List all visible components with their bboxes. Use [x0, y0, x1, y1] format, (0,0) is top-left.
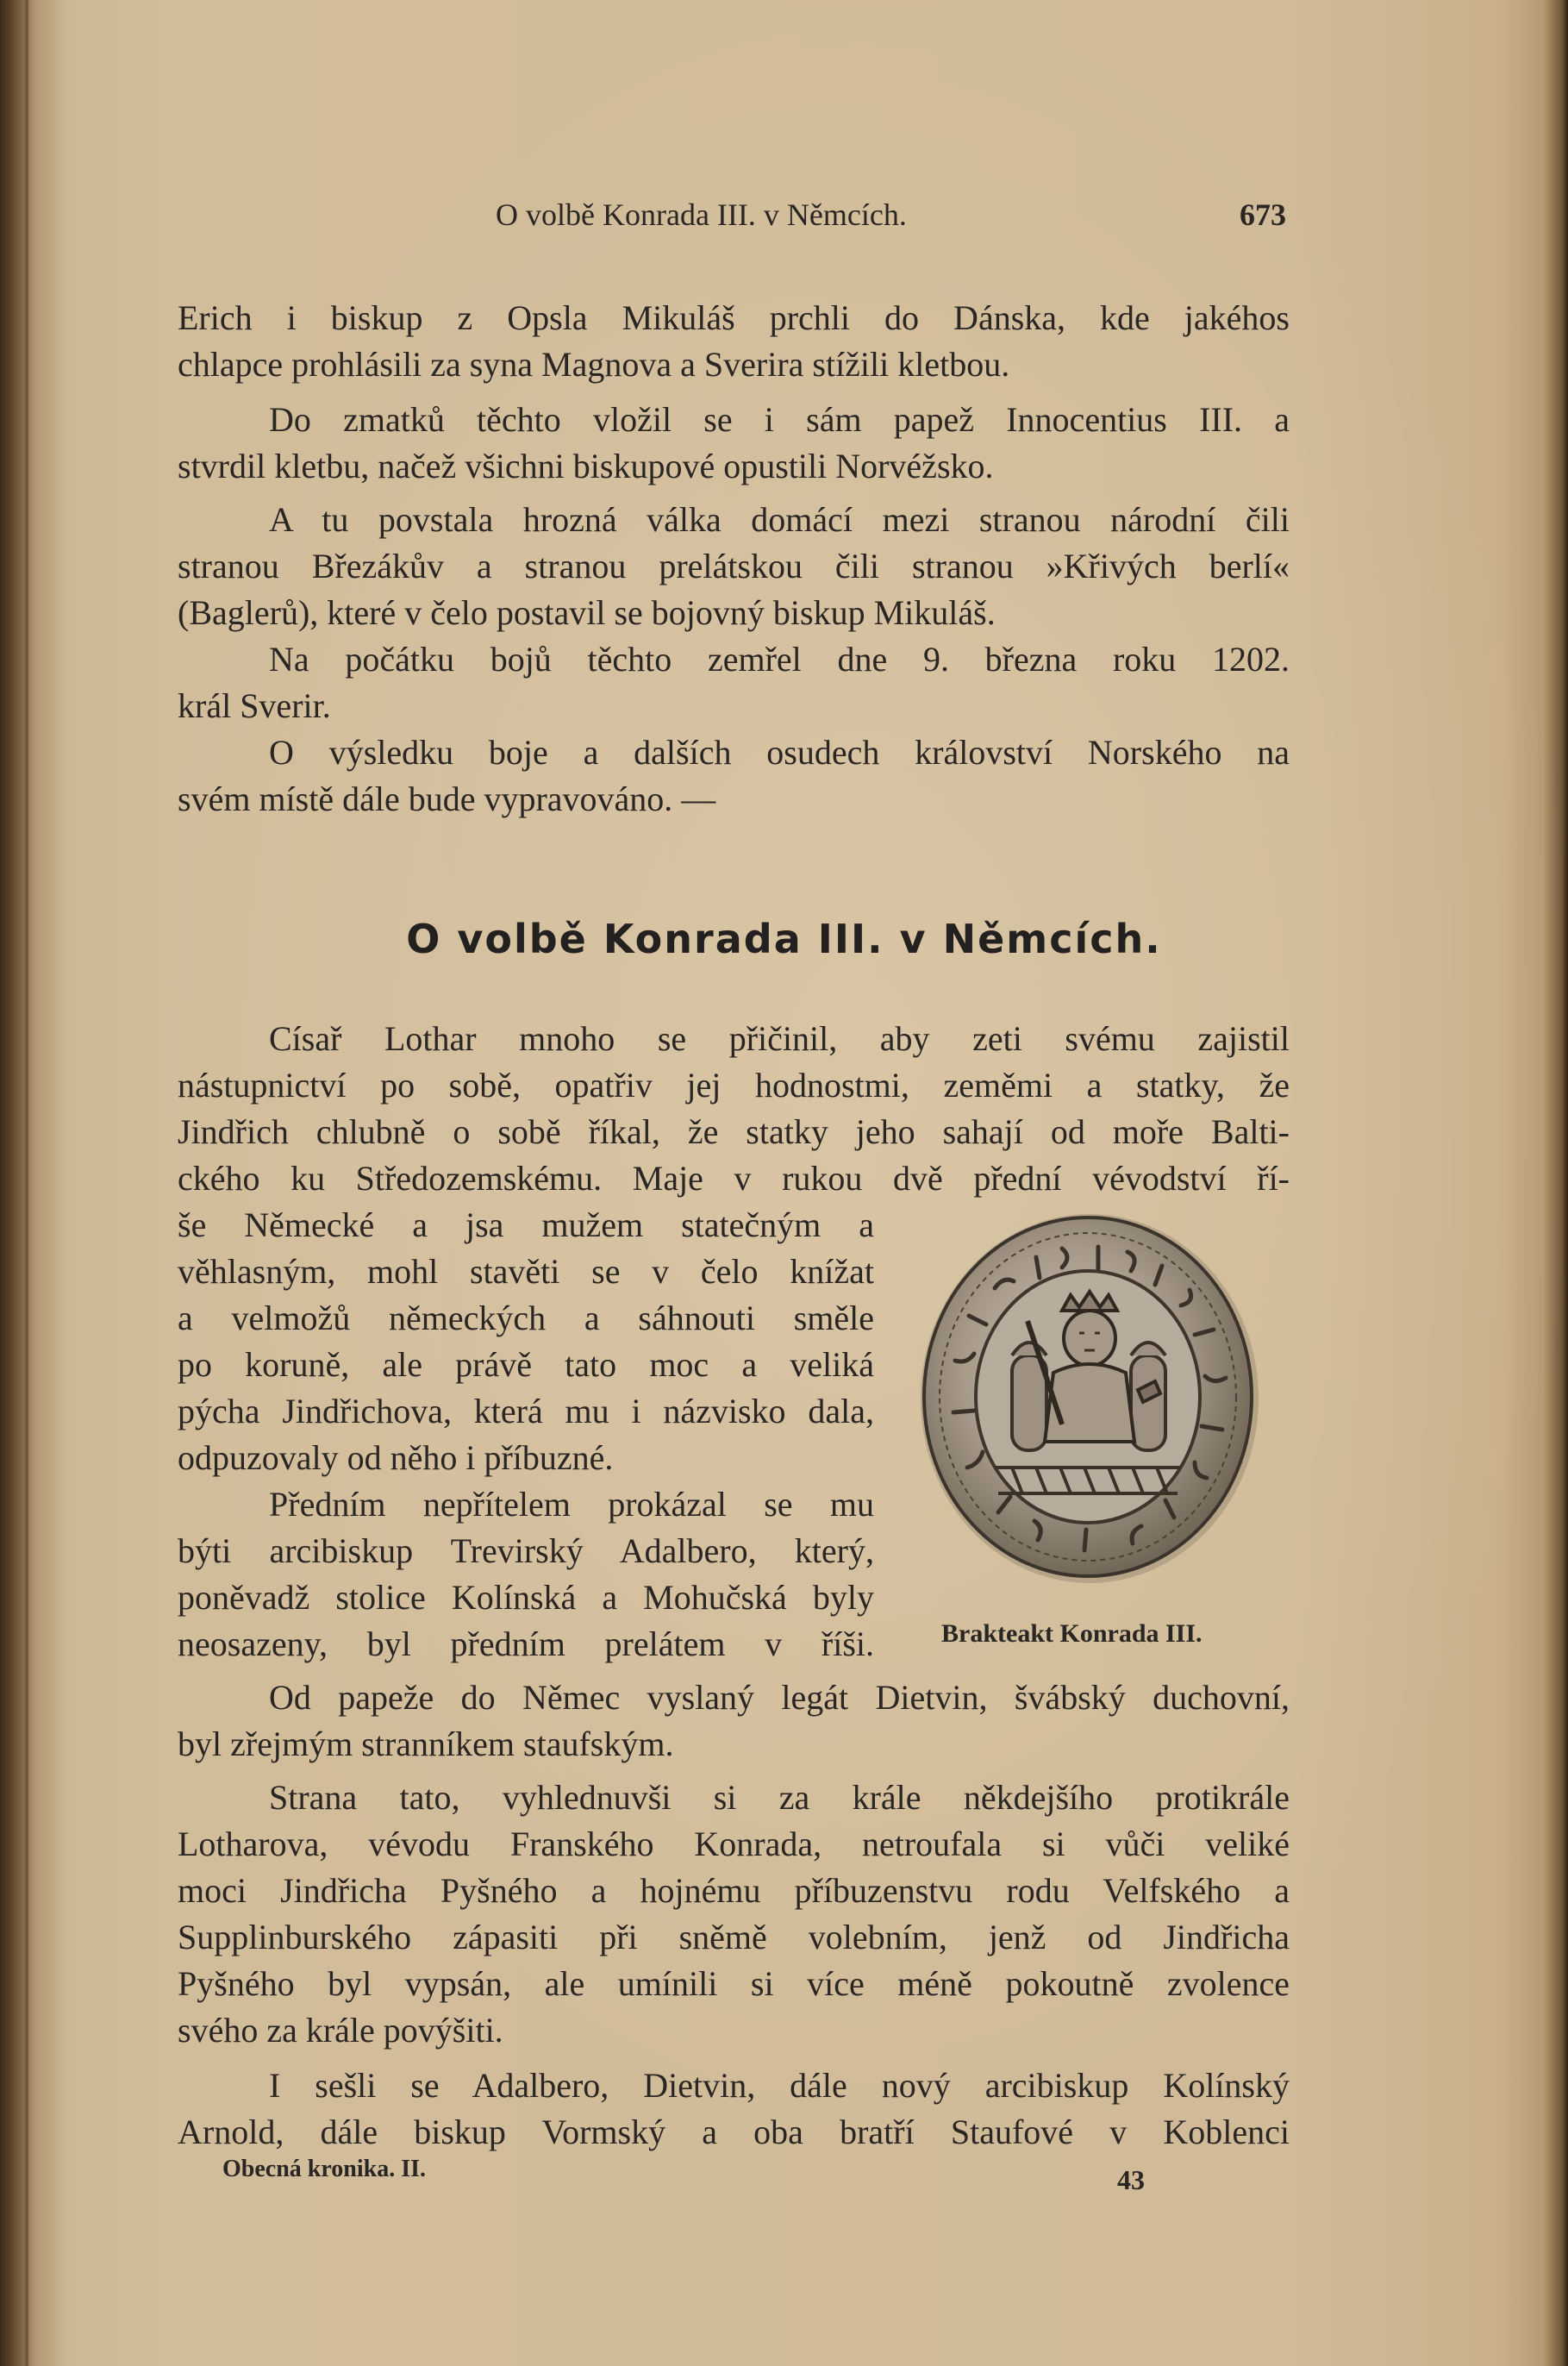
paragraph-line: stvrdil kletbu, načež všichni biskupové opustili Norvéžsko.	[178, 447, 994, 485]
book-spine-shadow	[24, 0, 29, 2366]
paragraph-line: Strana tato, vyhlednuvši si za krále někdejšího protikrále	[269, 1778, 1290, 1817]
bracteate-coin-illustration	[915, 1209, 1264, 1588]
running-header-title: O volbě Konrada III. v Němcích.	[496, 197, 907, 232]
paragraph-line: svém místě dále bude vypravováno. —	[178, 779, 716, 818]
paragraph-line: Předním nepřítelem prokázal se mu	[269, 1485, 874, 1524]
footer-book-title: Obecná kronika. II.	[222, 2156, 426, 2182]
paragraph-line: nástupnictví po sobě, opatřiv jej hodnostmi, zeměmi a statky, že	[178, 1066, 1290, 1105]
paragraph-line: moci Jindřicha Pyšného a hojnému příbuzenstvu rodu Velfského a	[178, 1871, 1290, 1910]
coin-icon	[915, 1209, 1264, 1588]
paragraph-line: věhlasným, mohl stavěti se v čelo knížat	[178, 1252, 874, 1291]
paragraph-line: O výsledku boje a dalších osudech království Norského na	[269, 733, 1290, 772]
paragraph-line: (Baglerů), které v čelo postavil se bojovný biskup Mikuláš.	[178, 593, 996, 632]
paragraph-line: Jindřich chlubně o sobě říkal, že statky jeho sahají od moře Balti-	[178, 1112, 1290, 1151]
paragraph-line: býti arcibiskup Trevirský Adalbero, který,	[178, 1531, 874, 1570]
paragraph-line: še Německé a jsa mužem statečným a	[178, 1205, 874, 1244]
section-heading: O volbě Konrada III. v Němcích.	[406, 916, 1162, 962]
paragraph-line: pýcha Jindřichova, která mu i názvisko dala,	[178, 1392, 874, 1430]
paragraph-line: Supplinburského zápasiti při sněmě volebním, jenž od Jindřicha	[178, 1918, 1290, 1956]
paragraph-line: Pyšného byl vypsán, ale umínili si více méně pokoutně zvolence	[178, 1964, 1290, 2003]
paragraph-line: po koruně, ale právě tato moc a veliká	[178, 1345, 874, 1384]
paragraph-line: Arnold, dále biskup Vormský a oba bratří Staufové v Koblenci	[178, 2112, 1290, 2151]
paragraph-line: I sešli se Adalbero, Dietvin, dále nový arcibiskup Kolínský	[269, 2066, 1290, 2105]
paragraph-line: ckého ku Středozemskému. Maje v rukou dvě přední vévodství ří-	[178, 1159, 1290, 1198]
paragraph-line: Od papeže do Němec vyslaný legát Dietvin, švábský duchovní,	[269, 1678, 1290, 1717]
paragraph-line: Na počátku bojů těchto zemřel dne 9. března roku 1202.	[269, 640, 1290, 679]
coin-caption: Brakteakt Konrada III.	[941, 1619, 1203, 1648]
paragraph-line: poněvadž stolice Kolínská a Mohučská byly	[178, 1578, 874, 1617]
paragraph-line: stranou Březákův a stranou prelátskou čili stranou »Křivých berlí«	[178, 547, 1290, 585]
paragraph-line: Do zmatků těchto vložil se i sám papež Innocentius III. a	[269, 400, 1290, 439]
paragraph-line: Erich i biskup z Opsla Mikuláš prchli do Dánska, kde jakéhos	[178, 298, 1290, 337]
paragraph-line: byl zřejmým stranníkem staufským.	[178, 1724, 674, 1763]
paragraph-line: A tu povstala hrozná válka domácí mezi stranou národní čili	[269, 500, 1290, 539]
paragraph-line: Císař Lothar mnoho se přičinil, aby zeti svému zajistil	[269, 1019, 1290, 1058]
footer-signature-number: 43	[1117, 2164, 1145, 2195]
page-number: 673	[1240, 197, 1286, 232]
running-header	[0, 197, 1568, 248]
paragraph-line: neosazeny, byl předním prelátem v říši.	[178, 1624, 874, 1663]
paragraph-line: král Sverir.	[178, 686, 331, 725]
paragraph-line: a velmožů německých a sáhnouti směle	[178, 1299, 874, 1337]
paragraph-line: Lotharova, vévodu Franského Konrada, netroufala si vůči veliké	[178, 1825, 1290, 1863]
paragraph-line: odpuzovaly od něho i příbuzné.	[178, 1438, 614, 1477]
paragraph-line: svého za krále povýšiti.	[178, 2011, 503, 2050]
paragraph-line: chlapce prohlásili za syna Magnova a Sverira stížili kletbou.	[178, 345, 1010, 384]
